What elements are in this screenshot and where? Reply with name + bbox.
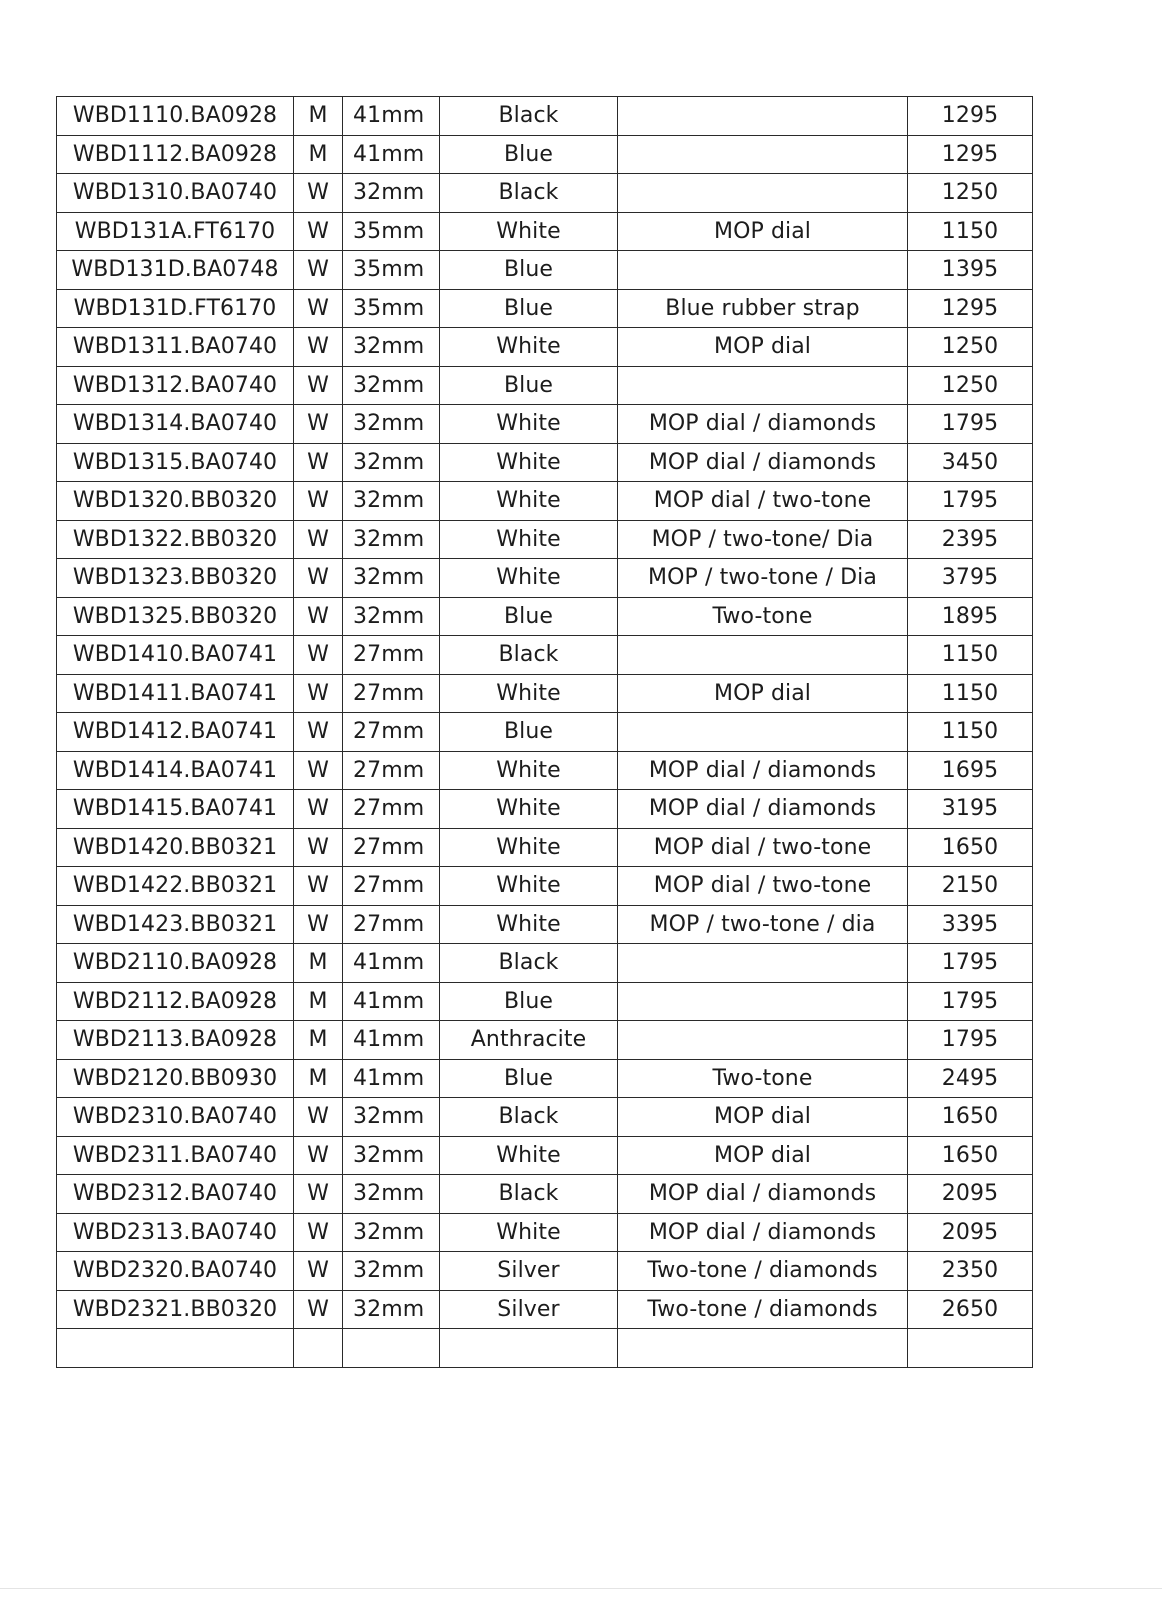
features-cell: MOP dial — [618, 674, 908, 713]
features-cell: MOP dial / diamonds — [618, 443, 908, 482]
features-cell — [618, 944, 908, 983]
case-size-cell: 41mm — [343, 1059, 440, 1098]
price-cell: 2095 — [908, 1175, 1033, 1214]
case-size-cell: 35mm — [343, 251, 440, 290]
price-cell: 2095 — [908, 1213, 1033, 1252]
table-row — [57, 482, 1033, 521]
table-row — [57, 944, 1033, 983]
price-cell: 1650 — [908, 1098, 1033, 1137]
gender-cell: W — [294, 520, 343, 559]
table-row — [57, 828, 1033, 867]
reference-cell: WBD1311.BA0740 — [57, 328, 294, 367]
table-body — [57, 97, 1033, 1368]
features-cell — [618, 97, 908, 136]
dial-color-cell: Black — [440, 1175, 618, 1214]
gender-cell: W — [294, 559, 343, 598]
case-size-cell: 41mm — [343, 97, 440, 136]
features-cell: MOP / two-tone / Dia — [618, 559, 908, 598]
table-row — [57, 1329, 1033, 1368]
dial-color-cell: White — [440, 905, 618, 944]
features-cell — [618, 982, 908, 1021]
dial-color-cell: Blue — [440, 251, 618, 290]
gender-cell: W — [294, 1252, 343, 1291]
case-size-cell: 27mm — [343, 674, 440, 713]
case-size-cell: 41mm — [343, 1021, 440, 1060]
case-size-cell: 27mm — [343, 713, 440, 752]
gender-cell: W — [294, 867, 343, 906]
gender-cell: W — [294, 751, 343, 790]
gender-cell: W — [294, 828, 343, 867]
price-cell: 2495 — [908, 1059, 1033, 1098]
features-cell: MOP dial / two-tone — [618, 828, 908, 867]
features-cell: MOP dial / two-tone — [618, 482, 908, 521]
dial-color-cell: White — [440, 559, 618, 598]
features-cell — [618, 636, 908, 675]
case-size-cell: 32mm — [343, 328, 440, 367]
dial-color-cell: Blue — [440, 713, 618, 752]
table-row — [57, 1290, 1033, 1329]
price-cell: 1150 — [908, 636, 1033, 675]
reference-cell: WBD131A.FT6170 — [57, 212, 294, 251]
price-cell: 1150 — [908, 674, 1033, 713]
price-cell — [908, 1329, 1033, 1368]
price-cell: 1795 — [908, 944, 1033, 983]
reference-cell: WBD2310.BA0740 — [57, 1098, 294, 1137]
features-cell: Blue rubber strap — [618, 289, 908, 328]
dial-color-cell: Black — [440, 636, 618, 675]
case-size-cell: 32mm — [343, 559, 440, 598]
price-cell: 2650 — [908, 1290, 1033, 1329]
table-row — [57, 867, 1033, 906]
dial-color-cell: Silver — [440, 1252, 618, 1291]
reference-cell: WBD2112.BA0928 — [57, 982, 294, 1021]
reference-cell: WBD1325.BB0320 — [57, 597, 294, 636]
gender-cell: M — [294, 1021, 343, 1060]
table-row — [57, 982, 1033, 1021]
dial-color-cell: White — [440, 1136, 618, 1175]
case-size-cell: 32mm — [343, 482, 440, 521]
reference-cell: WBD2312.BA0740 — [57, 1175, 294, 1214]
price-cell: 1295 — [908, 97, 1033, 136]
price-cell: 1695 — [908, 751, 1033, 790]
case-size-cell: 27mm — [343, 636, 440, 675]
reference-cell: WBD1112.BA0928 — [57, 135, 294, 174]
dial-color-cell: White — [440, 520, 618, 559]
table-row — [57, 1136, 1033, 1175]
gender-cell: W — [294, 482, 343, 521]
features-cell: MOP dial — [618, 1098, 908, 1137]
gender-cell: W — [294, 1136, 343, 1175]
dial-color-cell: Black — [440, 1098, 618, 1137]
reference-cell: WBD1410.BA0741 — [57, 636, 294, 675]
price-cell: 1650 — [908, 1136, 1033, 1175]
case-size-cell: 27mm — [343, 790, 440, 829]
case-size-cell: 32mm — [343, 443, 440, 482]
reference-cell: WBD1411.BA0741 — [57, 674, 294, 713]
table-row — [57, 597, 1033, 636]
gender-cell: M — [294, 1059, 343, 1098]
reference-cell: WBD1420.BB0321 — [57, 828, 294, 867]
gender-cell: W — [294, 174, 343, 213]
dial-color-cell: White — [440, 867, 618, 906]
reference-cell: WBD2313.BA0740 — [57, 1213, 294, 1252]
case-size-cell: 32mm — [343, 1290, 440, 1329]
dial-color-cell — [440, 1329, 618, 1368]
price-cell: 1150 — [908, 212, 1033, 251]
features-cell: MOP dial — [618, 212, 908, 251]
gender-cell: M — [294, 944, 343, 983]
gender-cell: M — [294, 135, 343, 174]
reference-cell: WBD2113.BA0928 — [57, 1021, 294, 1060]
features-cell: MOP / two-tone / dia — [618, 905, 908, 944]
gender-cell — [294, 1329, 343, 1368]
dial-color-cell: Blue — [440, 366, 618, 405]
table-row — [57, 1213, 1033, 1252]
dial-color-cell: Blue — [440, 289, 618, 328]
features-cell — [618, 1021, 908, 1060]
dial-color-cell: White — [440, 212, 618, 251]
gender-cell: W — [294, 636, 343, 675]
price-cell: 1795 — [908, 482, 1033, 521]
price-cell: 3195 — [908, 790, 1033, 829]
price-cell: 3450 — [908, 443, 1033, 482]
table-row — [57, 366, 1033, 405]
gender-cell: W — [294, 1175, 343, 1214]
case-size-cell: 35mm — [343, 212, 440, 251]
features-cell — [618, 174, 908, 213]
gender-cell: W — [294, 405, 343, 444]
reference-cell: WBD2120.BB0930 — [57, 1059, 294, 1098]
dial-color-cell: White — [440, 328, 618, 367]
table-row — [57, 1098, 1033, 1137]
table-row — [57, 520, 1033, 559]
table-row — [57, 713, 1033, 752]
price-cell: 1395 — [908, 251, 1033, 290]
features-cell — [618, 135, 908, 174]
table-row — [57, 751, 1033, 790]
table-row — [57, 1252, 1033, 1291]
reference-cell: WBD1310.BA0740 — [57, 174, 294, 213]
dial-color-cell: Blue — [440, 1059, 618, 1098]
dial-color-cell: Blue — [440, 135, 618, 174]
case-size-cell: 27mm — [343, 867, 440, 906]
features-cell: MOP / two-tone/ Dia — [618, 520, 908, 559]
gender-cell: W — [294, 212, 343, 251]
watch-price-table — [56, 96, 1033, 1368]
features-cell: MOP dial / diamonds — [618, 751, 908, 790]
case-size-cell: 32mm — [343, 366, 440, 405]
price-cell: 1895 — [908, 597, 1033, 636]
gender-cell: W — [294, 443, 343, 482]
reference-cell: WBD1315.BA0740 — [57, 443, 294, 482]
price-cell: 1250 — [908, 328, 1033, 367]
price-cell: 1150 — [908, 713, 1033, 752]
features-cell — [618, 251, 908, 290]
case-size-cell: 41mm — [343, 944, 440, 983]
case-size-cell: 32mm — [343, 405, 440, 444]
gender-cell: W — [294, 251, 343, 290]
gender-cell: W — [294, 674, 343, 713]
gender-cell: W — [294, 790, 343, 829]
dial-color-cell: White — [440, 674, 618, 713]
table-row — [57, 559, 1033, 598]
gender-cell: W — [294, 905, 343, 944]
dial-color-cell: White — [440, 790, 618, 829]
gender-cell: W — [294, 713, 343, 752]
features-cell: MOP dial / diamonds — [618, 1213, 908, 1252]
features-cell — [618, 366, 908, 405]
reference-cell: WBD2110.BA0928 — [57, 944, 294, 983]
gender-cell: W — [294, 1098, 343, 1137]
price-cell: 3395 — [908, 905, 1033, 944]
features-cell: Two-tone — [618, 1059, 908, 1098]
dial-color-cell: Black — [440, 97, 618, 136]
price-cell: 1650 — [908, 828, 1033, 867]
table-row — [57, 1021, 1033, 1060]
table-row — [57, 212, 1033, 251]
features-cell — [618, 713, 908, 752]
features-cell: MOP dial / diamonds — [618, 790, 908, 829]
price-cell: 1795 — [908, 982, 1033, 1021]
reference-cell: WBD2311.BA0740 — [57, 1136, 294, 1175]
case-size-cell: 27mm — [343, 828, 440, 867]
price-cell: 3795 — [908, 559, 1033, 598]
gender-cell: W — [294, 1213, 343, 1252]
case-size-cell: 41mm — [343, 982, 440, 1021]
gender-cell: M — [294, 982, 343, 1021]
gender-cell: W — [294, 1290, 343, 1329]
table-row — [57, 251, 1033, 290]
gender-cell: M — [294, 97, 343, 136]
table-row — [57, 174, 1033, 213]
dial-color-cell: Black — [440, 174, 618, 213]
reference-cell — [57, 1329, 294, 1368]
table-row — [57, 790, 1033, 829]
price-cell: 1295 — [908, 135, 1033, 174]
features-cell: Two-tone / diamonds — [618, 1290, 908, 1329]
price-cell: 2350 — [908, 1252, 1033, 1291]
case-size-cell: 41mm — [343, 135, 440, 174]
features-cell — [618, 1329, 908, 1368]
features-cell: MOP dial — [618, 1136, 908, 1175]
dial-color-cell: White — [440, 828, 618, 867]
case-size-cell: 27mm — [343, 751, 440, 790]
reference-cell: WBD1414.BA0741 — [57, 751, 294, 790]
features-cell: MOP dial / diamonds — [618, 405, 908, 444]
table-row — [57, 674, 1033, 713]
dial-color-cell: Anthracite — [440, 1021, 618, 1060]
dial-color-cell: White — [440, 751, 618, 790]
reference-cell: WBD1323.BB0320 — [57, 559, 294, 598]
case-size-cell: 32mm — [343, 1098, 440, 1137]
reference-cell: WBD1415.BA0741 — [57, 790, 294, 829]
table-row — [57, 289, 1033, 328]
gender-cell: W — [294, 366, 343, 405]
reference-cell: WBD2320.BA0740 — [57, 1252, 294, 1291]
table-row — [57, 1059, 1033, 1098]
case-size-cell: 32mm — [343, 1252, 440, 1291]
features-cell: Two-tone / diamonds — [618, 1252, 908, 1291]
case-size-cell: 32mm — [343, 1136, 440, 1175]
price-cell: 2395 — [908, 520, 1033, 559]
case-size-cell: 32mm — [343, 1213, 440, 1252]
case-size-cell: 32mm — [343, 1175, 440, 1214]
gender-cell: W — [294, 289, 343, 328]
case-size-cell: 35mm — [343, 289, 440, 328]
dial-color-cell: Blue — [440, 597, 618, 636]
reference-cell: WBD2321.BB0320 — [57, 1290, 294, 1329]
reference-cell: WBD1412.BA0741 — [57, 713, 294, 752]
table-row — [57, 1175, 1033, 1214]
price-cell: 1295 — [908, 289, 1033, 328]
dial-color-cell: White — [440, 443, 618, 482]
table-row — [57, 905, 1033, 944]
dial-color-cell: White — [440, 405, 618, 444]
reference-cell: WBD1320.BB0320 — [57, 482, 294, 521]
reference-cell: WBD131D.BA0748 — [57, 251, 294, 290]
reference-cell: WBD1322.BB0320 — [57, 520, 294, 559]
gender-cell: W — [294, 328, 343, 367]
table-row — [57, 405, 1033, 444]
gender-cell: W — [294, 597, 343, 636]
price-cell: 1250 — [908, 174, 1033, 213]
case-size-cell — [343, 1329, 440, 1368]
features-cell: MOP dial / two-tone — [618, 867, 908, 906]
price-cell: 1250 — [908, 366, 1033, 405]
table-row — [57, 135, 1033, 174]
reference-cell: WBD1110.BA0928 — [57, 97, 294, 136]
price-cell: 1795 — [908, 1021, 1033, 1060]
price-cell: 2150 — [908, 867, 1033, 906]
table-row — [57, 328, 1033, 367]
table-row — [57, 636, 1033, 675]
dial-color-cell: Silver — [440, 1290, 618, 1329]
reference-cell: WBD1314.BA0740 — [57, 405, 294, 444]
reference-cell: WBD131D.FT6170 — [57, 289, 294, 328]
dial-color-cell: Black — [440, 944, 618, 983]
price-cell: 1795 — [908, 405, 1033, 444]
scan-edge-line — [0, 1588, 1162, 1589]
features-cell: MOP dial — [618, 328, 908, 367]
dial-color-cell: White — [440, 482, 618, 521]
features-cell: Two-tone — [618, 597, 908, 636]
features-cell: MOP dial / diamonds — [618, 1175, 908, 1214]
reference-cell: WBD1312.BA0740 — [57, 366, 294, 405]
case-size-cell: 27mm — [343, 905, 440, 944]
case-size-cell: 32mm — [343, 174, 440, 213]
table-row — [57, 97, 1033, 136]
case-size-cell: 32mm — [343, 520, 440, 559]
dial-color-cell: Blue — [440, 982, 618, 1021]
reference-cell: WBD1422.BB0321 — [57, 867, 294, 906]
table-row — [57, 443, 1033, 482]
dial-color-cell: White — [440, 1213, 618, 1252]
reference-cell: WBD1423.BB0321 — [57, 905, 294, 944]
case-size-cell: 32mm — [343, 597, 440, 636]
